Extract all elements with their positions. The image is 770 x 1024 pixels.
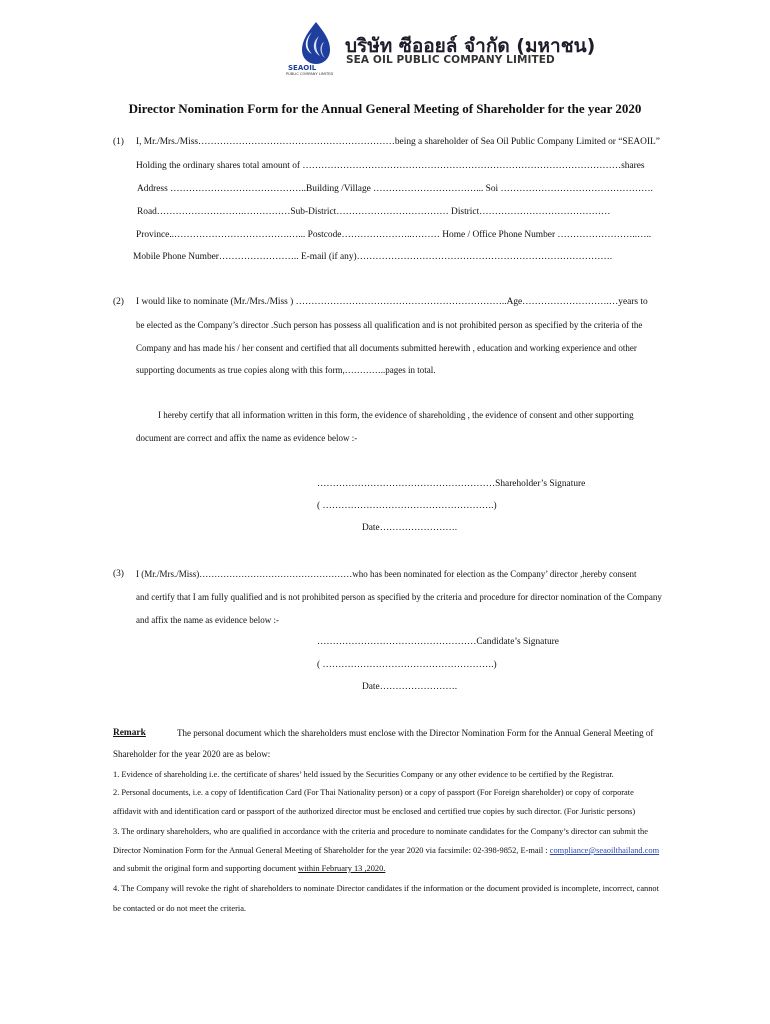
remark-item-4-line-2: be contacted or do not meet the criteria. [113,904,247,913]
remark-intro-line-1: The personal document which the shareholders must enclose with the Director Nomination Form for the Annual General Meeting of [177,728,654,738]
shareholder-date-line: Date……………………. [362,523,458,533]
section-2-number: (2) [113,297,124,307]
company-name-thai: บริษัท ซีออยล์ จำกัด (มหาชน) [345,35,596,57]
remark-item-2-line-1: 2. Personal documents, i.e. a copy of Identification Card (For Thai Nationality person) or a copy of passport (For Foreign shareholder) or copy of corporate [113,788,634,797]
candidate-consent-line-3: and affix the name as evidence below :- [136,615,280,625]
logo-subtext: PUBLIC COMPANY LIMITED [286,72,334,76]
remark-label: Remark [113,728,146,738]
company-name-english: SEA OIL PUBLIC COMPANY LIMITED [346,54,555,66]
road-district-line: Road……………………….……………Sub-District……………………………… District…………………………………… [137,207,611,217]
shareholder-printed-name-line: ( ……………………………………………….) [317,501,497,511]
remark-item-3-line-2 [113,846,659,855]
form-title: Director Nomination Form for the Annual General Meeting of Shareholder for the year 2020 [128,101,642,116]
nomination-text-line-3: Company and has made his / her consent and certified that all documents submitted herewith , education and working experience and other [136,343,637,353]
shares-amount-line: Holding the ordinary shares total amount of …………………………………………………………………………………………shares [136,161,645,171]
candidate-consent-line-2: and certify that I am fully qualified and is not prohibited person as specified by the criteria and procedure for director nomination of the Company [136,592,662,602]
submission-deadline: within February 13 ,2020. [298,864,386,873]
candidate-signature-line: ……………………………………………Candidate’s Signature [317,637,559,647]
mobile-email-line: Mobile Phone Number…………………….. E-mail (if any)………………………………………………………………………. [133,252,613,262]
remark-item-1: 1. Evidence of shareholding i.e. the certificate of shares’ held issued by the Securities Company or any other evidence to be certified by the Registrar. [113,770,614,779]
candidate-consent-line-1: I (Mr./Mrs./Miss)……………………………………………who has been nominated for election as the Company’ director ,hereby consent [136,569,637,579]
section-1-number: (1) [113,137,124,147]
shareholder-name-line: I, Mr./Mrs./Miss………………………………………………………being a shareholder of Sea Oil Public Company Limited or “SEAOIL” [136,137,660,147]
shareholder-signature-line: …………………………………………………Shareholder’s Signature [317,479,586,489]
remark-item-3-text: Director Nomination Form for the Annual General Meeting of Shareholder for the year 2020 via facsimile: 02-398-9852, E-mail : [113,846,550,855]
nomination-text-line-4: supporting documents as true copies along with this form,…………..pages in total. [136,365,436,375]
remark-item-4-line-1: 4. The Company will revoke the right of shareholders to nominate Director candidates if the information or the document provided is incomplete, incorrect, cannot [113,884,659,893]
remark-intro-line-2: Shareholder for the year 2020 are as below: [113,749,271,759]
nomination-text-line-2: be elected as the Company’s director .Such person has possess all qualification and is not prohibited person as specified by the criteria of the [136,320,643,330]
remark-item-3-line-1: 3. The ordinary shareholders, who are qualified in accordance with the criteria and procedure to nominate candidates for the Company’s director can submit the [113,827,648,836]
address-line: Address ……………………………………..Building /Village ……………………………... Soi …………………………………………. [137,184,653,194]
compliance-email-link[interactable]: compliance@seaoilthailand.com [549,846,660,855]
section-3-number: (3) [113,569,124,579]
certify-line-2: document are correct and affix the name as evidence below :- [136,433,358,443]
logo-wordmark: SEAOIL [288,64,317,72]
candidate-date-line: Date……………………. [362,682,458,692]
certify-line-1: I hereby certify that all information written in this form, the evidence of shareholding , the evidence of consent and other supporting [158,410,634,420]
province-phone-line: Province..……………………………….…... Postcode…………………..……… Home / Office Phone Number ……………………..….. [136,230,652,240]
candidate-printed-name-line: ( ……………………………………………….) [317,660,497,670]
remark-item-3-submit-text: and submit the original form and supporting document [113,864,299,873]
remark-item-3-line-3 [113,864,385,873]
remark-item-2-line-2: affidavit with and identification card or passport of the authorized director must be enclosed and certified true copies by such director. (For Juristic persons) [113,807,636,816]
nominee-line: I would like to nominate (Mr./Mrs./Miss ) …………………………………………………………..Age……………………….…years to [136,297,648,307]
